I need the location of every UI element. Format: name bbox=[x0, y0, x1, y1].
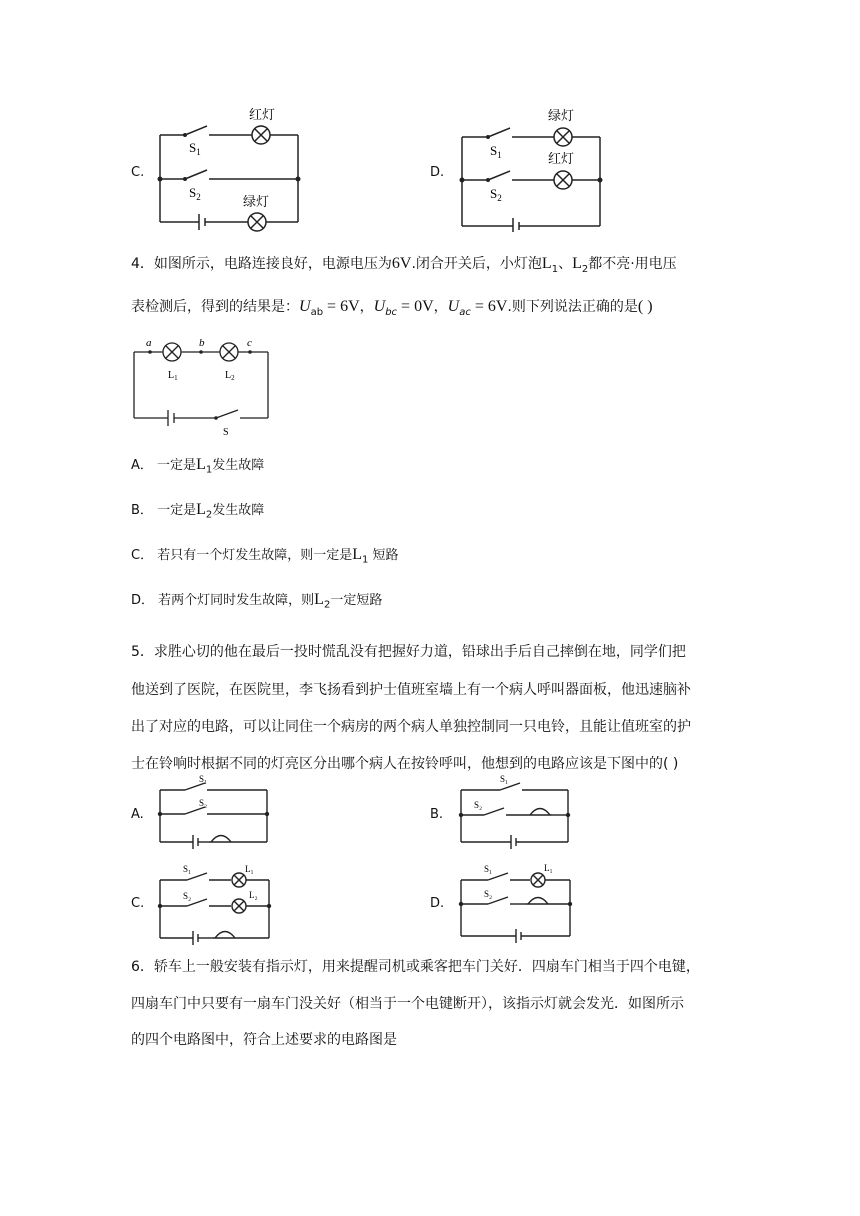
q5-option-c-label[interactable]: C. bbox=[131, 896, 145, 911]
q3c-s2-label: $S_2$ bbox=[189, 185, 201, 202]
q3d-red-lamp-label: 红灯 bbox=[548, 152, 575, 167]
q4-circuit-diagram bbox=[128, 336, 278, 436]
q3-option-d-label: D. bbox=[430, 165, 445, 180]
q5-stem-line3: 出了对应的电路，可以让同住一个病房的两个病人单独控制同一只电铃，且能让值班室的护 bbox=[131, 719, 691, 735]
q5c-l2: L₂ bbox=[249, 890, 258, 900]
q4-switch-label: S bbox=[223, 427, 229, 436]
q4-l2-label: $L_2$ bbox=[225, 370, 235, 382]
q5c-s2: S₂ bbox=[183, 891, 192, 901]
q5-option-b-label[interactable]: B. bbox=[430, 807, 444, 822]
q4-point-b: b bbox=[199, 337, 205, 349]
q5c-l1: L₁ bbox=[245, 864, 254, 874]
q3-circuit-c bbox=[155, 102, 305, 232]
q3c-green-lamp-label: 绿灯 bbox=[243, 195, 270, 210]
q6-stem-line3: 的四个电路图中，符合上述要求的电路图是 bbox=[131, 1032, 397, 1048]
q5-circuit-a bbox=[155, 772, 275, 850]
q5d-s2: S₂ bbox=[484, 889, 493, 899]
q5d-s1: S₁ bbox=[484, 864, 493, 874]
q5-circuit-b bbox=[456, 772, 576, 850]
q5-stem-line2: 他送到了医院，在医院里，李飞扬看到护士值班室墙上有一个病人呼叫器面板，他迅速脑补 bbox=[131, 682, 691, 698]
q5a-s1: S₁ bbox=[199, 774, 208, 784]
q3-circuit-d bbox=[456, 102, 606, 232]
q4-stem-line2: 表检测后，得到的结果是：$U_{ab} = 6V$，$U_{bc} = 0V$，$U_{ac} = 6V$.则下列说法正确的是( ) bbox=[131, 298, 653, 318]
q5a-s2: S₂ bbox=[199, 798, 208, 808]
q3-option-c-label: C. bbox=[131, 165, 145, 180]
q4-option-d[interactable]: D． 若两个灯同时发生故障，则$L_2$一定短路 bbox=[131, 591, 383, 611]
q3d-s2-label: $S_2$ bbox=[490, 186, 502, 203]
q5-stem-line4: 士在铃响时根据不同的灯亮区分出哪个病人在按铃呼叫，他想到的电路应该是下图中的( ) bbox=[131, 756, 679, 772]
q6-stem-line2: 四扇车门中只要有一扇车门没关好（相当于一个电键断开），该指示灯就会发光．如图所示 bbox=[131, 996, 684, 1012]
q4-stem-line1: 4．如图所示，电路连接良好，电源电压为6V.闭合开关后，小灯泡$L_1$、$L_2$都不亮·用电压 bbox=[131, 255, 677, 275]
q3d-green-lamp-label: 绿灯 bbox=[548, 109, 575, 124]
q4-point-c: c bbox=[247, 337, 252, 349]
q5b-s1: S₁ bbox=[500, 774, 509, 784]
q5-stem-line1: 5．求胜心切的他在最后一投时慌乱没有把握好力道，铅球出手后自己摔倒在地，同学们把 bbox=[131, 644, 686, 660]
q4-point-a: a bbox=[146, 337, 152, 349]
q5c-s1: S₁ bbox=[183, 864, 192, 874]
q5-circuit-c bbox=[155, 860, 280, 945]
q4-l1-label: $L_1$ bbox=[168, 370, 178, 382]
q4-option-b[interactable]: B． 一定是$L_2$发生故障 bbox=[131, 501, 265, 521]
q4-option-c[interactable]: C． 若只有一个灯发生故障，则一定是$L_1$ 短路 bbox=[131, 546, 399, 566]
q5b-s2: S₂ bbox=[474, 800, 483, 810]
q4-option-a[interactable]: A． 一定是$L_1$发生故障 bbox=[131, 456, 265, 476]
q3c-red-lamp-label: 红灯 bbox=[249, 108, 276, 123]
q5d-l1: L₁ bbox=[544, 863, 553, 873]
q6-stem-line1: 6．轿车上一般安装有指示灯，用来提醒司机或乘客把车门关好．四扇车门相当于四个电键， bbox=[131, 959, 700, 975]
q5-option-a-label[interactable]: A. bbox=[131, 807, 144, 822]
q5-option-d-label[interactable]: D. bbox=[430, 896, 445, 911]
q3d-s1-label: $S_1$ bbox=[490, 143, 502, 160]
q3c-s1-label: $S_1$ bbox=[189, 140, 201, 157]
q5-circuit-d bbox=[456, 860, 581, 945]
